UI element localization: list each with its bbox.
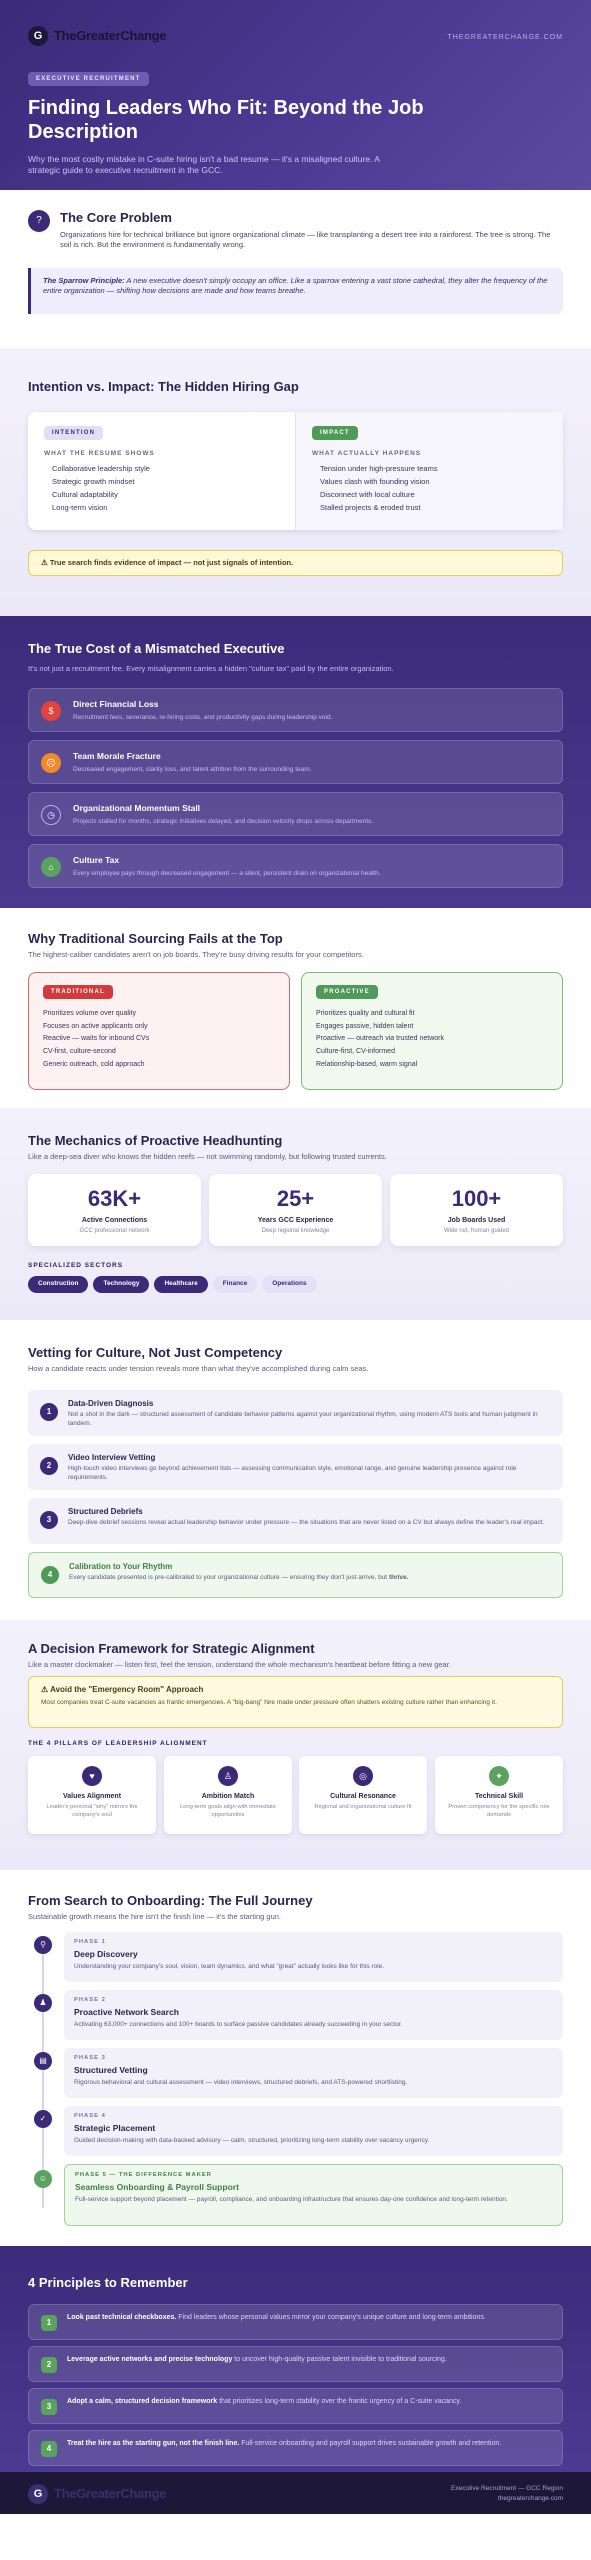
decision-subtitle: Like a master clockmaker — listen first, feel the tension, understand the whole mechanism's heartbeat before fitting a new gear. bbox=[28, 1660, 451, 1669]
pillars-label: THE 4 PILLARS OF LEADERSHIP ALIGNMENT bbox=[28, 1740, 208, 1747]
list-item: Proactive — outreach via trusted network bbox=[316, 1035, 445, 1043]
people-icon: ☹ bbox=[41, 753, 61, 773]
core-text: Organizations hire for technical brilliance but ignore organizational climate — like transplanting a desert tree into a rainforest. The tree is strong. The soil is rich. But the environment is fundamentally wrong. bbox=[60, 230, 551, 250]
chart-icon: ♙ bbox=[218, 1766, 238, 1786]
phase-desc: Activating 63,000+ connections and 100+ boards to surface passive candidates already succeeding in your sector. bbox=[74, 2021, 403, 2029]
pillar-card bbox=[28, 1756, 156, 1834]
mechanics-title: The Mechanics of Proactive Headhunting bbox=[28, 1133, 283, 1148]
phase-title: Strategic Placement bbox=[74, 2122, 156, 2133]
cost-item-desc: Projects stalled for months, strategic initiatives delayed, and decision velocity drops across departments. bbox=[73, 818, 374, 825]
phase-label: PHASE 4 bbox=[74, 2113, 106, 2119]
sourcing-title: Why Traditional Sourcing Fails at the Top bbox=[28, 931, 283, 946]
mechanics-subtitle: Like a deep-sea diver who knows the hidden reefs — not swimming randomly, but following trusted currents. bbox=[28, 1152, 387, 1161]
footer-logo[interactable] bbox=[28, 2484, 166, 2504]
vetting-step-highlight bbox=[28, 1552, 563, 1598]
sourcing-subtitle: The highest-caliber candidates aren't on job boards. They're busy driving results for your competitors. bbox=[28, 950, 364, 959]
step-title: Data-Driven Diagnosis bbox=[68, 1399, 154, 1408]
mechanics-section bbox=[0, 1108, 591, 1320]
alert-text: True search finds evidence of impact — not just signals of intention. bbox=[49, 558, 294, 567]
pillar-desc: Proven competency for the specific role demands bbox=[448, 1804, 550, 1819]
phase-desc: Guided decision-making with data-backed advisory — calm, structured, prioritizing long-term stability over vacancy urgency. bbox=[74, 2137, 430, 2145]
cost-item-desc: Every employee pays through decreased engagement — a silent, persistent drain on organizational health. bbox=[73, 870, 381, 877]
list-item: Strategic growth mindset bbox=[52, 476, 135, 486]
stat-sub: Wide net, human guided bbox=[443, 1228, 510, 1235]
cost-item-financial bbox=[28, 688, 563, 732]
sparrow-quote bbox=[28, 268, 563, 314]
cost-item-desc: Decreased engagement, clarity loss, and talent attrition from the surrounding team. bbox=[73, 766, 312, 773]
footer-line: Executive Recruitment — GCC Region bbox=[451, 2485, 563, 2492]
journey-phase bbox=[64, 2106, 563, 2156]
footer-link[interactable]: thegreaterchange.com bbox=[497, 2495, 563, 2502]
phase-label: PHASE 1 bbox=[74, 1939, 106, 1945]
step-title: Video Interview Vetting bbox=[68, 1453, 156, 1462]
step-number: 4 bbox=[41, 1566, 59, 1584]
stat-sub: GCC professional network bbox=[79, 1228, 150, 1235]
principles-section bbox=[0, 2246, 591, 2472]
list-item: Stalled projects & eroded trust bbox=[320, 503, 421, 513]
principles-title: 4 Principles to Remember bbox=[28, 2275, 188, 2290]
vetting-section bbox=[0, 1320, 591, 1620]
cost-subtitle: It's not just a recruitment fee. Every misalignment carries a hidden "culture tax" paid by the entire organization. bbox=[28, 664, 394, 673]
list-item: Culture-first, CV-informed bbox=[316, 1048, 395, 1056]
list-item: Values clash with founding vision bbox=[320, 476, 430, 486]
dollar-icon: $ bbox=[41, 701, 61, 721]
logo-mark-icon: G bbox=[28, 2484, 48, 2504]
step-number: 3 bbox=[40, 1511, 58, 1529]
phase-label: PHASE 2 bbox=[74, 1997, 106, 2003]
stat-label: Job Boards Used bbox=[447, 1216, 506, 1224]
principle-text: that prioritizes long-term stability over the frantic urgency of a C-suite vacancy. bbox=[219, 2398, 462, 2405]
gap-alert bbox=[28, 550, 563, 576]
people-icon: ♟ bbox=[34, 1994, 52, 2012]
stat-connections bbox=[28, 1174, 201, 1246]
stat-label: Years GCC Experience bbox=[257, 1216, 334, 1224]
cost-title: The True Cost of a Mismatched Executive bbox=[28, 641, 285, 656]
journey-section bbox=[0, 1870, 591, 2246]
phase-desc: Rigorous behavioral and cultural assessment — video interviews, structured debriefs, and ATS-powered shortlisting. bbox=[74, 2079, 408, 2087]
brand-url[interactable]: THEGREATERCHANGE.COM bbox=[447, 34, 563, 41]
principle-number: 3 bbox=[41, 2399, 57, 2415]
home-icon: ⌂ bbox=[41, 857, 61, 877]
footer bbox=[0, 2472, 591, 2514]
vetting-subtitle: How a candidate reacts under tension reveals more than what they've accomplished during calm seas. bbox=[28, 1364, 369, 1373]
pillar-desc: Long-term goals align with immediate opportunities bbox=[179, 1804, 277, 1819]
journey-phase bbox=[64, 1990, 563, 2040]
page-title: Finding Leaders Who Fit: Beyond the Job Description bbox=[28, 97, 424, 143]
sector-chip[interactable]: Healthcare bbox=[154, 1276, 207, 1293]
phase-desc: Full-service support beyond placement — payroll, compliance, and onboarding infrastructure that ensures day-one confidence and long-term retention. bbox=[75, 2196, 508, 2204]
phase-label: PHASE 3 bbox=[74, 2055, 106, 2061]
stat-job-boards bbox=[390, 1174, 563, 1246]
quote-text: A new executive doesn't simply occupy an office. Like a sparrow entering a vast stone cathedral, they alter the frequency of the entire organization — shifting how decisions are made and how teams breathe. bbox=[43, 276, 548, 296]
pillar-title: Cultural Resonance bbox=[330, 1793, 396, 1800]
list-item: Relationship-based, warm signal bbox=[316, 1061, 418, 1069]
step-desc: Not a shot in the dark — structured assessment of candidate behavior patterns against your organizational rhythm, using modern ATS tools and human judgment in tandem. bbox=[68, 1411, 538, 1427]
cost-item-momentum bbox=[28, 792, 563, 836]
pillar-card bbox=[299, 1756, 427, 1834]
step-desc bbox=[69, 1574, 549, 1583]
principle-strong: Look past technical checkboxes. bbox=[67, 2314, 177, 2321]
quote-label: The Sparrow Principle: bbox=[43, 276, 125, 285]
step-title: Structured Debriefs bbox=[68, 1507, 143, 1516]
phase-title: Deep Discovery bbox=[74, 1948, 138, 1959]
brand-logo[interactable] bbox=[28, 26, 166, 46]
stat-sub: Deep regional knowledge bbox=[261, 1228, 330, 1235]
traditional-box bbox=[28, 972, 290, 1090]
principle-strong: Adopt a calm, structured decision framework bbox=[67, 2398, 218, 2405]
info-icon: ? bbox=[28, 210, 50, 232]
heart-icon: ♥ bbox=[82, 1766, 102, 1786]
hero-section bbox=[0, 0, 591, 190]
phase-title: Seamless Onboarding & Payroll Support bbox=[75, 2181, 239, 2192]
principle-number: 4 bbox=[41, 2441, 57, 2457]
vetting-step bbox=[28, 1498, 563, 1544]
stat-number: 63K+ bbox=[87, 1186, 142, 1211]
list-item: Prioritizes volume over quality bbox=[43, 1009, 136, 1017]
star-icon: ✦ bbox=[489, 1766, 509, 1786]
clock-icon: ◷ bbox=[41, 805, 61, 825]
principle-number: 2 bbox=[41, 2357, 57, 2373]
list-item: Disconnect with local culture bbox=[320, 490, 415, 500]
document-icon: ▤ bbox=[34, 2052, 52, 2070]
sector-chip[interactable]: Technology bbox=[93, 1276, 149, 1293]
principle-text: to uncover high-quality passive talent invisible to traditional sourcing. bbox=[234, 2356, 447, 2363]
core-problem-section bbox=[0, 190, 591, 348]
principle-number: 1 bbox=[41, 2315, 57, 2331]
stat-number: 100+ bbox=[451, 1186, 502, 1211]
gap-title: Intention vs. Impact: The Hidden Hiring Gap bbox=[28, 379, 299, 394]
pillar-title: Ambition Match bbox=[201, 1793, 255, 1800]
principle-item bbox=[28, 2304, 563, 2340]
list-item: Prioritizes quality and cultural fit bbox=[316, 1009, 415, 1017]
cost-item-title: Culture Tax bbox=[73, 855, 120, 865]
step-desc-text: Every candidate presented is pre-calibrated to your organizational culture — ensuring they don't just arrive, but bbox=[69, 1574, 388, 1581]
pillar-title: Technical Skill bbox=[474, 1793, 524, 1800]
footer-brand-name: TheGreaterChange bbox=[54, 2486, 167, 2502]
list-item: Generic outreach, cold approach bbox=[43, 1061, 145, 1069]
phase-title: Structured Vetting bbox=[74, 2064, 148, 2075]
proactive-box bbox=[301, 972, 563, 1090]
sector-chip[interactable]: Finance bbox=[213, 1276, 258, 1293]
vetting-title: Vetting for Culture, Not Just Competency bbox=[28, 1345, 283, 1360]
warning-icon: ⚠ bbox=[41, 558, 50, 567]
decision-section bbox=[0, 1620, 591, 1870]
list-item: CV-first, culture-second bbox=[43, 1048, 116, 1056]
list-item: Cultural adaptability bbox=[52, 490, 118, 500]
step-number: 2 bbox=[40, 1457, 58, 1475]
phase-desc: Understanding your company's soul, vision, team dynamics, and what "great" actually looks like for this role. bbox=[74, 1963, 385, 1971]
vetting-step bbox=[28, 1444, 563, 1490]
timeline-line bbox=[42, 1948, 44, 2208]
cost-item-title: Team Morale Fracture bbox=[73, 751, 161, 761]
pillar-title: Values Alignment bbox=[62, 1793, 122, 1800]
list-item: Collaborative leadership style bbox=[52, 463, 150, 473]
list-item: Long-term vision bbox=[52, 503, 108, 513]
list-item: Tension under high-pressure teams bbox=[320, 463, 438, 473]
impact-heading: WHAT ACTUALLY HAPPENS bbox=[312, 450, 422, 458]
step-desc-strong: thrive. bbox=[388, 1574, 409, 1581]
cost-item-desc: Recruitment fees, severance, re-hiring costs, and productivity gaps during leadership void. bbox=[73, 714, 333, 721]
cost-item-culture-tax bbox=[28, 844, 563, 888]
brand-name: TheGreaterChange bbox=[54, 28, 167, 44]
principle-item bbox=[28, 2430, 563, 2466]
sector-chip[interactable]: Construction bbox=[28, 1276, 88, 1293]
footer-info bbox=[451, 2484, 563, 2504]
principle-text: Find leaders whose personal values mirror your company's unique culture and long-term ambitions. bbox=[178, 2314, 486, 2321]
sourcing-section bbox=[0, 908, 591, 1108]
step-desc: High-touch video interviews go beyond achievement lists — assessing communication style, emotional range, and genuine leadership presence against role requirements. bbox=[68, 1465, 517, 1481]
stat-number: 25+ bbox=[276, 1186, 315, 1211]
step-title: Calibration to Your Rhythm bbox=[69, 1562, 173, 1571]
pillar-card bbox=[164, 1756, 292, 1834]
journey-subtitle: Sustainable growth means the hire isn't the finish line — it's the starting gun. bbox=[28, 1912, 282, 1921]
hero-pill: EXECUTIVE RECRUITMENT bbox=[28, 72, 149, 86]
callout-text: Most companies treat C-suite vacancies as frantic emergencies. A "big-bang" hire made under pressure often shatters existing culture rather than enhancing it. bbox=[41, 1698, 497, 1706]
core-title: The Core Problem bbox=[60, 210, 172, 225]
intention-column bbox=[28, 412, 295, 530]
hero-subtitle: Why the most costly mistake in C-suite hiring isn't a bad resume — it's a misaligned culture. A strategic guide to executive recruitment in the GCC. bbox=[28, 154, 380, 176]
proactive-tag: PROACTIVE bbox=[316, 985, 378, 999]
cost-section bbox=[0, 616, 591, 908]
stat-label: Active Connections bbox=[81, 1216, 148, 1224]
journey-phase bbox=[64, 2048, 563, 2098]
journey-phase bbox=[64, 1932, 563, 1982]
principle-strong: Leverage active networks and precise technology bbox=[67, 2356, 233, 2363]
journey-phase-highlight bbox=[64, 2164, 563, 2226]
smile-icon: ☺ bbox=[34, 2170, 52, 2188]
vetting-step bbox=[28, 1390, 563, 1436]
sectors-label: SPECIALIZED SECTORS bbox=[28, 1262, 124, 1269]
warning-icon: ⚠ bbox=[41, 1685, 51, 1694]
principle-text: Full-service onboarding and payroll support drives sustainable growth and retention. bbox=[241, 2440, 502, 2447]
principle-item bbox=[28, 2388, 563, 2424]
step-number: 1 bbox=[40, 1403, 58, 1421]
phase-title: Proactive Network Search bbox=[74, 2006, 179, 2017]
callout-title: Avoid the "Emergency Room" Approach bbox=[50, 1685, 204, 1694]
pillar-desc: Regional and organizational culture fit bbox=[314, 1804, 412, 1811]
impact-tag: IMPACT bbox=[312, 426, 358, 440]
search-icon: ⚲ bbox=[34, 1936, 52, 1954]
step-desc: Deep-dive debrief sessions reveal actual leadership behavior under pressure — the situations that are never listed on a CV but always define the leader's real impact. bbox=[68, 1519, 545, 1526]
check-icon: ✓ bbox=[34, 2110, 52, 2128]
intention-tag: INTENTION bbox=[44, 426, 103, 440]
journey-title: From Search to Onboarding: The Full Journey bbox=[28, 1893, 313, 1908]
principle-strong: Treat the hire as the starting gun, not the finish line. bbox=[67, 2440, 240, 2447]
hiring-gap-section bbox=[0, 348, 591, 616]
logo-mark-icon: G bbox=[28, 26, 48, 46]
target-icon: ◎ bbox=[353, 1766, 373, 1786]
sector-chips bbox=[28, 1276, 317, 1293]
intention-heading: WHAT THE RESUME SHOWS bbox=[44, 450, 155, 458]
gap-card bbox=[28, 412, 563, 530]
pillar-card bbox=[435, 1756, 563, 1834]
traditional-tag: TRADITIONAL bbox=[43, 985, 113, 999]
cost-item-title: Organizational Momentum Stall bbox=[73, 803, 201, 813]
sector-chip[interactable]: Operations bbox=[262, 1276, 316, 1293]
principle-item bbox=[28, 2346, 563, 2382]
list-item: Focuses on active applicants only bbox=[43, 1022, 148, 1030]
list-item: Reactive — waits for inbound CVs bbox=[43, 1035, 150, 1043]
emergency-room-callout bbox=[28, 1676, 563, 1728]
list-item: Engages passive, hidden talent bbox=[316, 1022, 414, 1030]
phase-label: PHASE 5 — THE DIFFERENCE MAKER bbox=[75, 2172, 212, 2178]
impact-column bbox=[295, 412, 563, 530]
cost-item-morale bbox=[28, 740, 563, 784]
pillar-desc: Leader's personal "why" mirrors the company's soul bbox=[46, 1804, 138, 1819]
decision-title: A Decision Framework for Strategic Alignment bbox=[28, 1641, 315, 1656]
cost-item-title: Direct Financial Loss bbox=[73, 699, 159, 709]
stat-experience bbox=[209, 1174, 382, 1246]
